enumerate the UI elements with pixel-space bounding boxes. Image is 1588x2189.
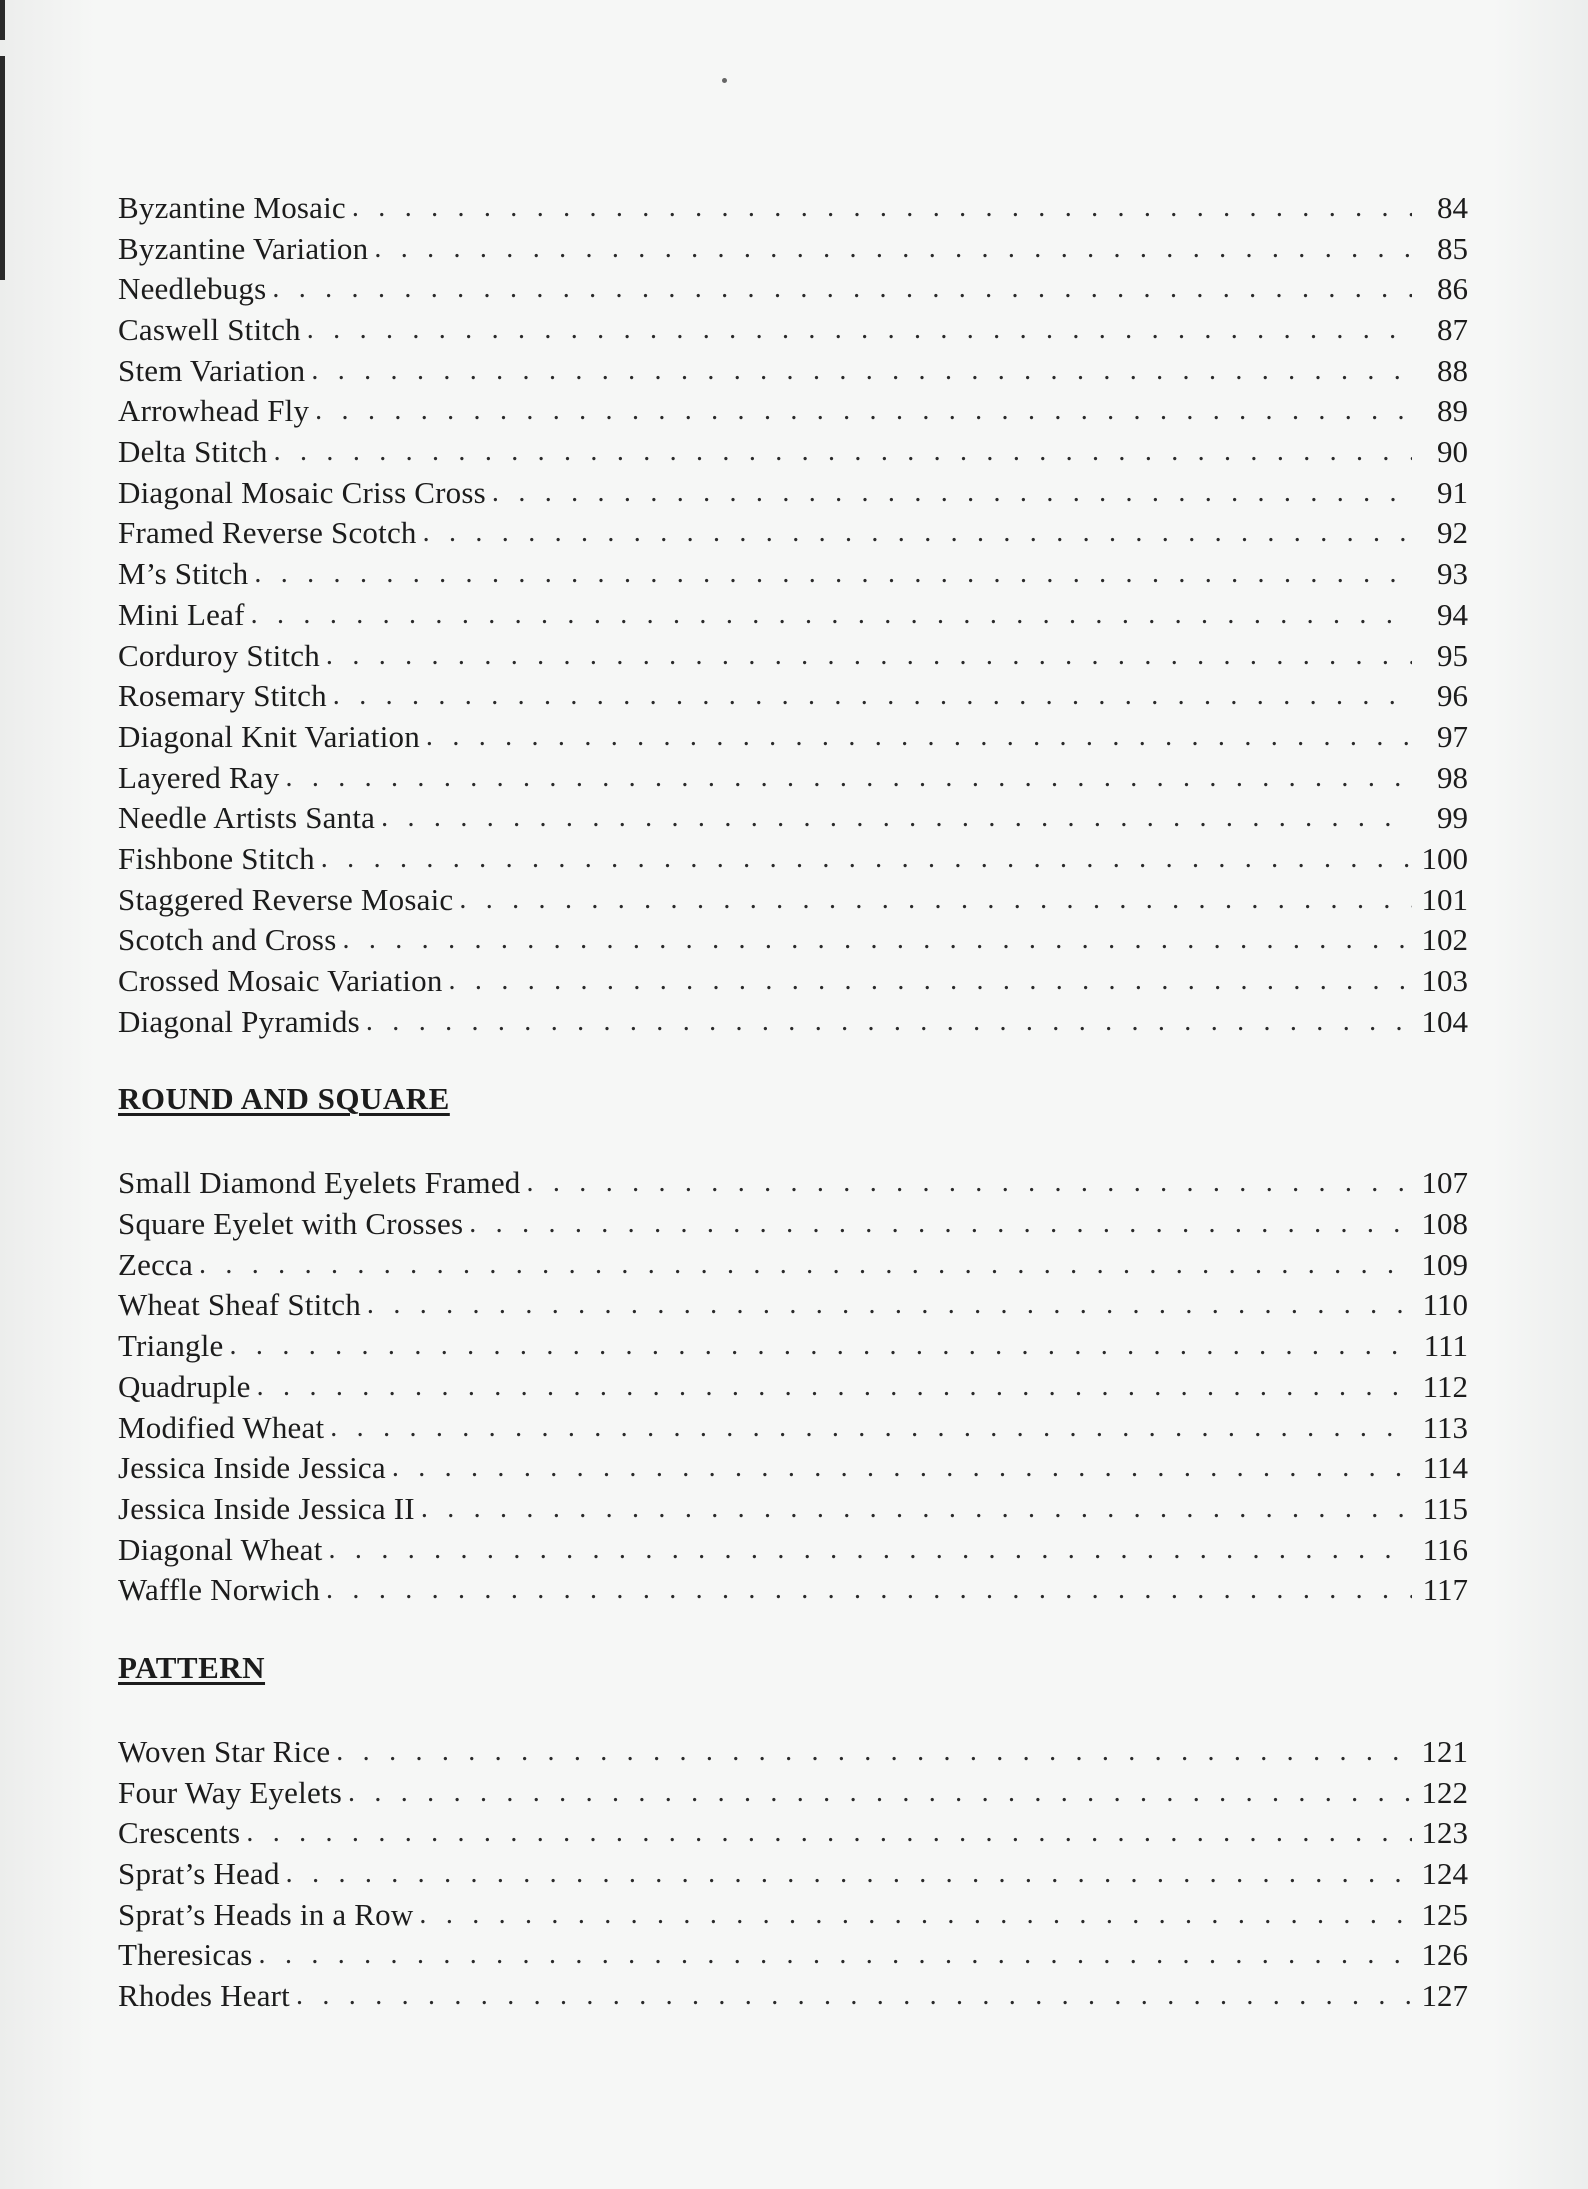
toc-entry-page-number: 92: [1437, 515, 1468, 551]
dot-leader: [459, 880, 1412, 921]
toc-section-diagonal: [118, 188, 1468, 1042]
toc-entry: [118, 1326, 1468, 1367]
toc-entry: [118, 391, 1468, 432]
toc-entry: [118, 717, 1468, 758]
dot-leader: [326, 636, 1412, 677]
toc-entry-page-number: 85: [1437, 230, 1468, 266]
toc-entry-title: Waffle Norwich: [118, 1572, 321, 1608]
toc-entry-page-number: 126: [1421, 1937, 1468, 1973]
toc-entry-page-number: 89: [1437, 393, 1468, 429]
toc-entry-title: Sprat’s Heads in a Row: [118, 1896, 414, 1932]
toc-entry: [118, 1286, 1468, 1327]
toc-entry: [118, 1489, 1468, 1530]
toc-entry-title: Theresicas: [118, 1937, 253, 1973]
toc-entry-title: Diagonal Wheat: [118, 1531, 323, 1567]
toc-entry-title: Fishbone Stitch: [118, 840, 315, 876]
toc-entry-page-number: 96: [1437, 678, 1468, 714]
dot-leader: [246, 1813, 1412, 1854]
toc-entry: [118, 432, 1468, 473]
toc-entry-title: Caswell Stitch: [118, 312, 301, 348]
toc-entry: [118, 1204, 1468, 1245]
toc-entry-title: Rhodes Heart: [118, 1978, 290, 2014]
dot-leader: [329, 1530, 1412, 1571]
toc-entry-page-number: 113: [1422, 1409, 1468, 1445]
dot-leader: [272, 269, 1412, 310]
toc-entry: [118, 269, 1468, 310]
dot-leader: [230, 1326, 1412, 1367]
toc-entry-page-number: 91: [1437, 474, 1468, 510]
dot-leader: [315, 391, 1412, 432]
toc-entry-title: Modified Wheat: [118, 1409, 325, 1445]
toc-entry-page-number: 95: [1437, 637, 1468, 673]
scan-speck: [722, 78, 727, 83]
toc-entry: [118, 554, 1468, 595]
toc-entry: [118, 514, 1468, 555]
dot-leader: [426, 717, 1412, 758]
toc-entry-title: Sprat’s Head: [118, 1856, 280, 1892]
toc-section-round-and-square: [118, 1079, 1468, 1611]
toc-entry-page-number: 117: [1422, 1572, 1468, 1608]
toc-entry: [118, 1448, 1468, 1489]
toc-entry-page-number: 97: [1437, 718, 1468, 754]
toc-entry-page-number: 114: [1422, 1450, 1468, 1486]
toc-entry: [118, 1163, 1468, 1204]
toc-entry-title: Stem Variation: [118, 352, 306, 388]
toc-entry-title: Mini Leaf: [118, 596, 245, 632]
toc-list: [118, 188, 1468, 1042]
toc-entry-page-number: 102: [1421, 922, 1468, 958]
dot-leader: [492, 473, 1412, 514]
toc-entry-title: Crescents: [118, 1815, 241, 1851]
section-heading: ROUND AND SQUARE: [118, 1081, 450, 1117]
toc-entry-page-number: 108: [1421, 1206, 1468, 1242]
toc-entry: [118, 1245, 1468, 1286]
toc-entry: [118, 839, 1468, 880]
dot-leader: [366, 1002, 1412, 1043]
toc-entry-page-number: 122: [1421, 1774, 1468, 1810]
toc-entry: [118, 920, 1468, 961]
toc-entry-title: Staggered Reverse Mosaic: [118, 881, 454, 917]
page-binding-edge: [0, 0, 5, 400]
toc-entry: [118, 1895, 1468, 1936]
dot-leader: [321, 839, 1412, 880]
dot-leader: [330, 1408, 1412, 1449]
toc-entry-title: Diagonal Mosaic Criss Cross: [118, 474, 486, 510]
toc-entry: [118, 1976, 1468, 2017]
toc-entry-page-number: 125: [1421, 1896, 1468, 1932]
dot-leader: [259, 1935, 1412, 1976]
dot-leader: [449, 961, 1412, 1002]
toc-entry: [118, 1367, 1468, 1408]
toc-entry-title: Needlebugs: [118, 271, 267, 307]
toc-entry-title: Jessica Inside Jessica: [118, 1450, 386, 1486]
toc-entry-title: Zecca: [118, 1246, 193, 1282]
toc-entry-title: Corduroy Stitch: [118, 637, 320, 673]
dot-leader: [348, 1773, 1412, 1814]
toc-entry-title: Diagonal Pyramids: [118, 1003, 360, 1039]
toc-entry: [118, 188, 1468, 229]
toc-entry: [118, 310, 1468, 351]
dot-leader: [274, 432, 1412, 473]
toc-entry-title: Layered Ray: [118, 759, 280, 795]
toc-entry: [118, 676, 1468, 717]
dot-leader: [423, 513, 1412, 554]
toc-entry: [118, 798, 1468, 839]
toc-entry-page-number: 110: [1422, 1287, 1468, 1323]
toc-entry: [118, 758, 1468, 799]
toc-entry-page-number: 107: [1421, 1165, 1468, 1201]
dot-leader: [296, 1976, 1412, 2017]
dot-leader: [381, 798, 1412, 839]
toc-entry: [118, 880, 1468, 921]
toc-entry: [118, 351, 1468, 392]
toc-entry: [118, 1530, 1468, 1571]
toc-entry-page-number: 112: [1422, 1368, 1468, 1404]
toc-entry-page-number: 115: [1422, 1490, 1468, 1526]
dot-leader: [257, 1367, 1412, 1408]
toc-section-pattern: [118, 1648, 1468, 2017]
toc-entry-page-number: 127: [1421, 1978, 1468, 2014]
dot-leader: [392, 1448, 1412, 1489]
toc-entry: [118, 1773, 1468, 1814]
dot-leader: [254, 554, 1412, 595]
toc-entry-page-number: 98: [1437, 759, 1468, 795]
dot-leader: [352, 188, 1412, 229]
toc-entry-page-number: 103: [1421, 963, 1468, 999]
dot-leader: [421, 1489, 1412, 1530]
dot-leader: [333, 676, 1412, 717]
toc-entry-page-number: 111: [1423, 1328, 1468, 1364]
toc-entry-title: Needle Artists Santa: [118, 800, 376, 836]
toc-entry-page-number: 84: [1437, 189, 1468, 225]
toc-entry-title: Framed Reverse Scotch: [118, 515, 417, 551]
toc-entry-page-number: 87: [1437, 312, 1468, 348]
dot-leader: [307, 310, 1412, 351]
toc-entry-page-number: 90: [1437, 434, 1468, 470]
toc-entry-title: M’s Stitch: [118, 556, 249, 592]
toc-entry-page-number: 101: [1421, 881, 1468, 917]
dot-leader: [419, 1895, 1412, 1936]
dot-leader: [286, 1854, 1412, 1895]
dot-leader: [527, 1163, 1413, 1204]
toc-entry: [118, 1002, 1468, 1043]
toc-entry: [118, 961, 1468, 1002]
dot-leader: [374, 229, 1412, 270]
toc-entry-title: Triangle: [118, 1328, 224, 1364]
toc-list: [118, 1163, 1468, 1611]
toc-entry-page-number: 123: [1421, 1815, 1468, 1851]
toc-entry-page-number: 86: [1437, 271, 1468, 307]
toc-entry-title: Four Way Eyelets: [118, 1774, 342, 1810]
toc-entry-title: Byzantine Variation: [118, 230, 369, 266]
toc-entry-page-number: 124: [1421, 1856, 1468, 1892]
toc-entry-title: Small Diamond Eyelets Framed: [118, 1165, 521, 1201]
dot-leader: [342, 920, 1412, 961]
toc-entry: [118, 1732, 1468, 1773]
dot-leader: [469, 1204, 1412, 1245]
table-of-contents: [118, 188, 1468, 2017]
toc-entry: [118, 1935, 1468, 1976]
toc-entry-title: Woven Star Rice: [118, 1733, 331, 1769]
toc-entry-page-number: 116: [1422, 1531, 1468, 1567]
toc-entry: [118, 1854, 1468, 1895]
toc-entry: [118, 636, 1468, 677]
toc-entry-page-number: 121: [1421, 1733, 1468, 1769]
toc-entry-title: Quadruple: [118, 1368, 251, 1404]
toc-entry-title: Delta Stitch: [118, 434, 268, 470]
toc-entry: [118, 473, 1468, 514]
toc-entry-page-number: 88: [1437, 352, 1468, 388]
dot-leader: [326, 1570, 1412, 1611]
toc-list: [118, 1732, 1468, 2017]
section-heading: PATTERN: [118, 1650, 266, 1685]
toc-entry-page-number: 100: [1421, 840, 1468, 876]
dot-leader: [285, 758, 1412, 799]
toc-entry: [118, 1408, 1468, 1449]
toc-entry: [118, 1570, 1468, 1611]
dot-leader: [199, 1245, 1412, 1286]
toc-entry-title: Jessica Inside Jessica II: [118, 1490, 415, 1526]
dot-leader: [336, 1732, 1412, 1773]
toc-entry-page-number: 94: [1437, 596, 1468, 632]
toc-entry-title: Rosemary Stitch: [118, 678, 327, 714]
toc-entry-title: Scotch and Cross: [118, 922, 337, 958]
toc-entry-page-number: 109: [1421, 1246, 1468, 1282]
dot-leader: [311, 351, 1412, 392]
toc-entry-page-number: 93: [1437, 556, 1468, 592]
toc-entry-page-number: 104: [1421, 1003, 1468, 1039]
toc-entry-page-number: 99: [1437, 800, 1468, 836]
toc-entry-title: Crossed Mosaic Variation: [118, 963, 443, 999]
toc-entry-title: Arrowhead Fly: [118, 393, 310, 429]
toc-entry-title: Diagonal Knit Variation: [118, 718, 420, 754]
dot-leader: [367, 1285, 1412, 1326]
toc-entry-title: Byzantine Mosaic: [118, 189, 346, 225]
toc-entry-title: Square Eyelet with Crosses: [118, 1206, 464, 1242]
toc-entry: [118, 229, 1468, 270]
toc-entry: [118, 595, 1468, 636]
dot-leader: [251, 595, 1412, 636]
toc-entry-title: Wheat Sheaf Stitch: [118, 1287, 361, 1323]
toc-entry: [118, 1813, 1468, 1854]
